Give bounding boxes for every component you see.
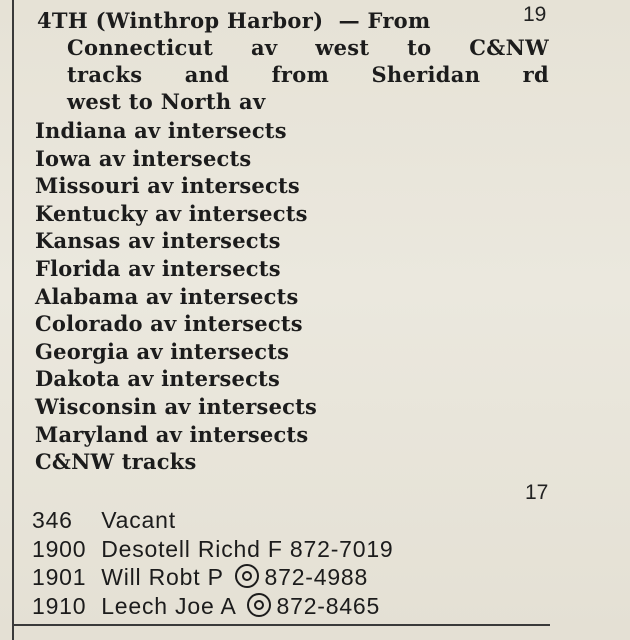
intersection-item: Alabama av intersects: [35, 283, 299, 309]
listing-row: [32, 563, 394, 592]
intersection-item: Indiana av intersects: [35, 118, 287, 143]
heading-word: C&NW: [469, 35, 549, 60]
heading-line-4: west to North av: [67, 89, 266, 114]
heading-line-3: [37, 61, 549, 88]
heading-word: tracks: [67, 62, 143, 87]
house-number: 1900: [32, 535, 87, 562]
listing-row: [32, 506, 394, 535]
street-name: 4TH (Winthrop Harbor): [37, 8, 324, 33]
intersection-item: Dakota av intersects: [35, 366, 280, 392]
resident-name: Will Robt P: [94, 564, 231, 590]
resident-name: Leech Joe A: [94, 592, 243, 619]
page-number-middle: 17: [525, 481, 549, 504]
heading-word: from: [271, 62, 330, 87]
intersection-item: Kansas av intersects: [35, 228, 281, 254]
homeowner-symbol-icon: [235, 564, 259, 588]
page-number-top: 19: [523, 3, 547, 26]
intersections-list: [35, 117, 317, 476]
street-heading: [37, 7, 557, 115]
heading-word: west: [315, 35, 370, 60]
heading-word: to: [407, 35, 432, 60]
homeowner-symbol-icon: [247, 593, 271, 617]
intersection-item: Missouri av intersects: [35, 173, 300, 199]
phone-number: 872-8465: [276, 592, 381, 619]
address-listings: [32, 506, 394, 620]
phone-number: 872-7019: [289, 535, 394, 562]
listing-row: [32, 592, 394, 621]
left-column-rule: [12, 0, 14, 640]
phone-number: 872-4988: [264, 564, 369, 590]
resident-name: Desotell Richd F: [94, 535, 290, 562]
heading-word: and: [184, 62, 230, 87]
heading-word: av: [250, 35, 278, 60]
heading-word: Sheridan: [371, 62, 481, 87]
bottom-rule: [14, 624, 550, 626]
intersection-item: Georgia av intersects: [35, 338, 290, 364]
intersection-item: Maryland av intersects: [35, 421, 309, 447]
heading-line-1: [37, 7, 557, 34]
intersection-item: Florida av intersects: [35, 255, 281, 281]
heading-dash-from: — From: [338, 8, 431, 33]
intersection-item: Wisconsin av intersects: [35, 393, 318, 419]
intersection-item: Kentucky av intersects: [35, 200, 308, 226]
listing-row: [32, 535, 394, 564]
intersection-item: C&NW tracks: [35, 449, 197, 475]
resident-name: Vacant: [94, 507, 176, 533]
intersection-item: Colorado av intersects: [35, 311, 303, 337]
heading-word: rd: [522, 62, 549, 87]
house-number: 1901: [32, 564, 87, 590]
heading-word: Connecticut: [67, 35, 214, 60]
intersection-item: Iowa av intersects: [35, 145, 252, 171]
house-number: 1910: [32, 592, 87, 619]
heading-line-2: [37, 34, 549, 61]
house-number: 346: [32, 507, 73, 533]
